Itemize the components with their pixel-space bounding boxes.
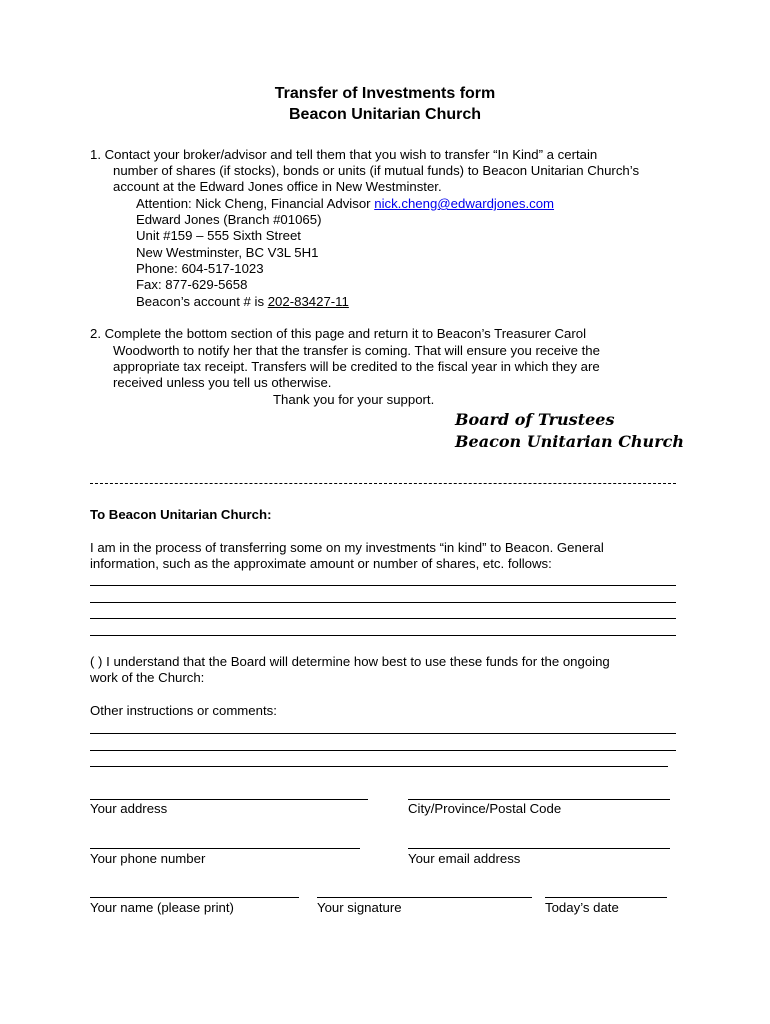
address-line-3: New Westminster, BC V3L 5H1 (136, 245, 319, 260)
step2-line-2: Woodworth to notify her that the transfer is coming. That will ensure you receive the (113, 343, 600, 358)
signature-field-label: Your signature (317, 900, 402, 915)
intro-line-1: I am in the process of transferring some on my investments “in kind” to Beacon. General (90, 540, 604, 555)
step1-line-3: account at the Edward Jones office in New Westminster. (113, 179, 442, 194)
comments-write-line-2[interactable] (90, 750, 676, 751)
signature-board: Board of Trustees (455, 410, 615, 429)
other-instructions-label: Other instructions or comments: (90, 703, 277, 718)
date-field[interactable] (545, 897, 667, 898)
account-line (136, 294, 349, 310)
step1-line-1: 1. Contact your broker/advisor and tell them that you wish to transfer “In Kind” a certain (90, 147, 598, 162)
cut-line-divider (90, 483, 676, 484)
comments-write-line-3[interactable] (90, 766, 668, 767)
signature-church: Beacon Unitarian Church (455, 432, 684, 451)
info-write-line-1[interactable] (90, 585, 676, 586)
address-field-label: Your address (90, 801, 168, 816)
name-field-label: Your name (please print) (90, 900, 234, 915)
account-number: 202-83427-11 (267, 294, 349, 309)
info-write-line-2[interactable] (90, 602, 676, 603)
city-field[interactable] (408, 799, 670, 800)
advisor-email-link[interactable]: nick.cheng@edwardjones.com (374, 196, 555, 211)
form-recipient: To Beacon Unitarian Church: (90, 507, 272, 522)
email-field-label: Your email address (408, 851, 521, 866)
attention-label: Attention: Nick Cheng, Financial Advisor (136, 196, 375, 211)
comments-write-line-1[interactable] (90, 733, 676, 734)
phone-field-label: Your phone number (90, 851, 206, 866)
city-field-label: City/Province/Postal Code (408, 801, 562, 816)
step2-line-4: received unless you tell us otherwise. (113, 375, 332, 390)
info-write-line-3[interactable] (90, 618, 676, 619)
account-label: Beacon’s account # is (136, 294, 268, 309)
step1-line-2: number of shares (if stocks), bonds or units (if mutual funds) to Beacon Unitarian Church’s (113, 163, 640, 178)
info-write-line-4[interactable] (90, 635, 676, 636)
fax-line: Fax: 877-629-5658 (136, 277, 248, 292)
form-title: Transfer of Investments form (274, 85, 496, 102)
board-discretion-checkbox[interactable]: ( ) I understand that the Board will determine how best to use these funds for the ongoing (90, 654, 610, 669)
board-discretion-line-2: work of the Church: (90, 670, 205, 685)
step2-line-3: appropriate tax receipt. Transfers will be credited to the fiscal year in which they are (113, 359, 600, 374)
signature-field[interactable] (317, 897, 532, 898)
thanks-line: Thank you for your support. (273, 392, 435, 407)
form-subtitle: Beacon Unitarian Church (288, 106, 482, 123)
address-field[interactable] (90, 799, 368, 800)
name-field[interactable] (90, 897, 299, 898)
intro-line-2: information, such as the approximate amount or number of shares, etc. follows: (90, 556, 552, 571)
phone-field[interactable] (90, 848, 360, 849)
phone-line: Phone: 604-517-1023 (136, 261, 264, 276)
attention-line (136, 196, 554, 212)
address-line-1: Edward Jones (Branch #01065) (136, 212, 322, 227)
date-field-label: Today’s date (545, 900, 619, 915)
step2-line-1: 2. Complete the bottom section of this page and return it to Beacon’s Treasurer Carol (90, 326, 587, 341)
email-field[interactable] (408, 848, 670, 849)
address-line-2: Unit #159 – 555 Sixth Street (136, 228, 301, 243)
